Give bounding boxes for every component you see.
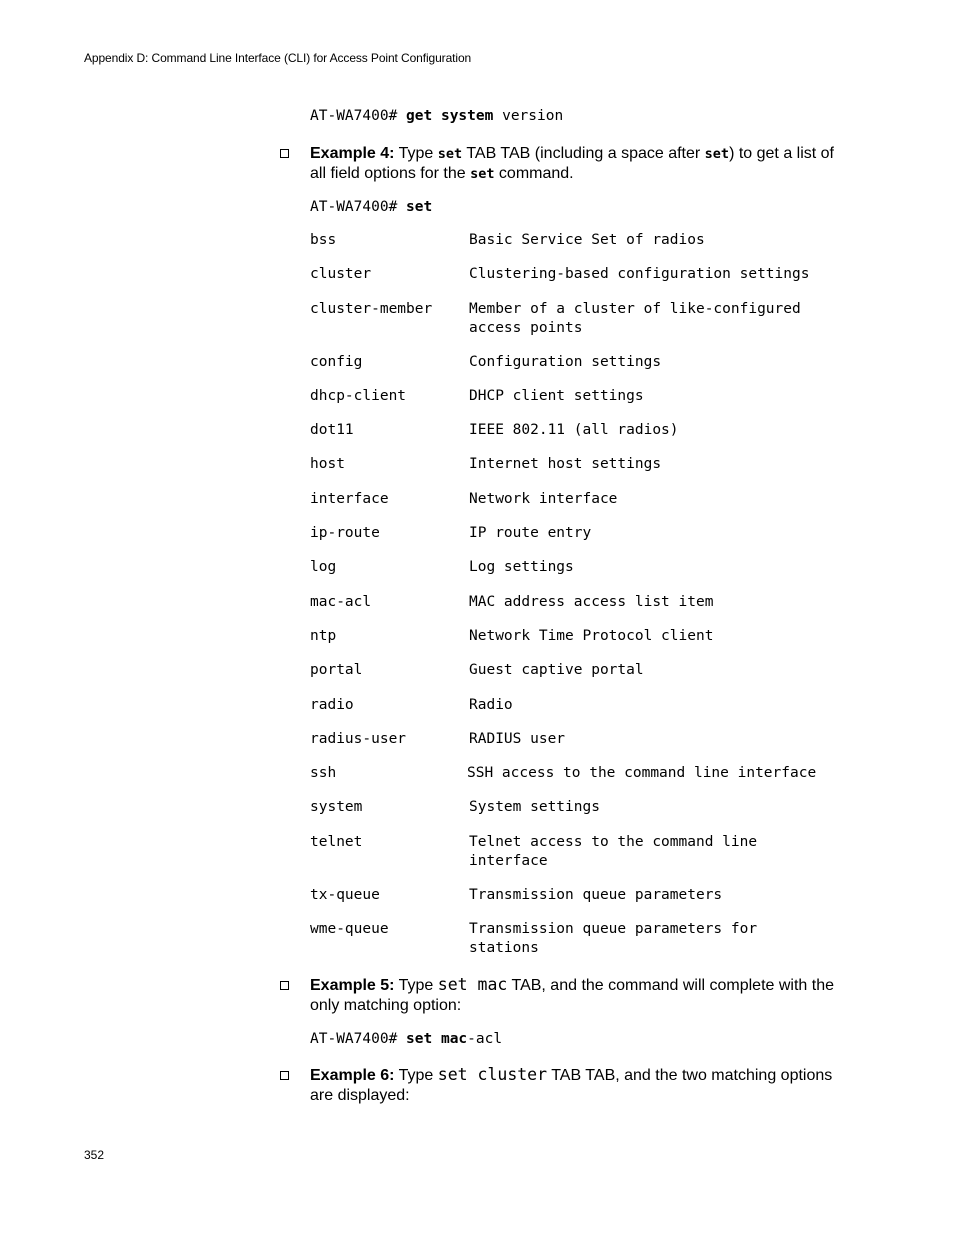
text: ) to get a list of all field options for the [310, 145, 834, 182]
field-name: dot11 [310, 422, 354, 438]
inline-code: set mac [437, 975, 508, 994]
running-header: Appendix D: Command Line Interface (CLI) for Access Point Configuration [84, 51, 472, 65]
field-name: radio [310, 697, 354, 713]
command-rest: version [493, 108, 564, 124]
field-description: Transmission queue parameters [469, 887, 723, 903]
field-description: Configuration settings [469, 354, 662, 370]
field-name: tx-queue [310, 887, 380, 903]
prompt: AT-WA7400# [310, 1031, 398, 1047]
field-description: Radio [469, 697, 513, 713]
field-description: Log settings [469, 559, 574, 575]
field-name: ip-route [310, 525, 380, 541]
field-name: wme-queue [310, 921, 389, 937]
example-4-paragraph [310, 144, 850, 184]
example-label: Example 4: [310, 145, 395, 162]
field-description: IP route entry [469, 525, 592, 541]
text: TAB TAB, and the two matching options are displayed: [310, 1067, 833, 1104]
inline-code: set [437, 146, 463, 162]
field-description: IEEE 802.11 (all radios) [469, 422, 679, 438]
bullet-box-icon [280, 149, 289, 158]
example-6-paragraph [310, 1065, 850, 1106]
example-5-paragraph [310, 975, 850, 1016]
field-description: SSH access to the command line interface [467, 765, 817, 781]
field-name: portal [310, 662, 363, 678]
command-line-set [310, 199, 432, 215]
field-description: Internet host settings [469, 456, 662, 472]
field-name: ssh [310, 765, 337, 781]
text: TAB, and the command will complete with the only matching option: [310, 977, 834, 1014]
field-description: Network Time Protocol client [469, 628, 714, 644]
prompt: AT-WA7400# [310, 199, 398, 215]
field-name: dhcp-client [310, 388, 407, 404]
field-name: log [310, 559, 337, 575]
field-description: Telnet access to the command line interface [469, 834, 758, 869]
field-description: Guest captive portal [469, 662, 644, 678]
command-bold: set [406, 199, 433, 215]
field-name: system [310, 799, 363, 815]
field-description: RADIUS user [469, 731, 566, 747]
example-label: Example 6: [310, 1067, 395, 1084]
command-bold: set mac [406, 1031, 468, 1047]
field-description: Clustering-based configuration settings [469, 266, 810, 282]
text: Type [394, 977, 438, 994]
field-description: Network interface [469, 491, 618, 507]
command-line-get-system-version [310, 108, 563, 124]
inline-code: set cluster [437, 1065, 548, 1084]
inline-code: set [470, 166, 495, 182]
field-description: System settings [469, 799, 600, 815]
command-rest: -acl [467, 1031, 503, 1047]
field-name: telnet [310, 834, 363, 850]
field-description: Transmission queue parameters for stations [469, 921, 758, 956]
field-name: radius-user [310, 731, 407, 747]
field-name: cluster-member [310, 301, 433, 317]
text: TAB TAB (including a space after [462, 145, 705, 162]
field-name: mac-acl [310, 594, 372, 610]
field-name: config [310, 354, 363, 370]
inline-code: set [704, 146, 730, 162]
field-description: DHCP client settings [469, 388, 644, 404]
field-name: bss [310, 232, 337, 248]
text: Type [394, 1067, 438, 1084]
text: Type [394, 145, 438, 162]
bullet-box-icon [280, 1071, 289, 1080]
field-description: MAC address access list item [469, 594, 714, 610]
page-number: 352 [84, 1148, 105, 1162]
field-description: Basic Service Set of radios [469, 232, 705, 248]
field-name: host [310, 456, 345, 472]
field-name: ntp [310, 628, 337, 644]
text: command. [494, 165, 574, 182]
command-line-set-mac-acl [310, 1031, 502, 1047]
bullet-box-icon [280, 981, 289, 990]
prompt: AT-WA7400# [310, 108, 398, 124]
field-name: interface [310, 491, 389, 507]
command-bold: get system [406, 108, 494, 124]
example-label: Example 5: [310, 977, 395, 994]
field-description: Member of a cluster of like-configured access points [469, 301, 801, 336]
field-name: cluster [310, 266, 372, 282]
